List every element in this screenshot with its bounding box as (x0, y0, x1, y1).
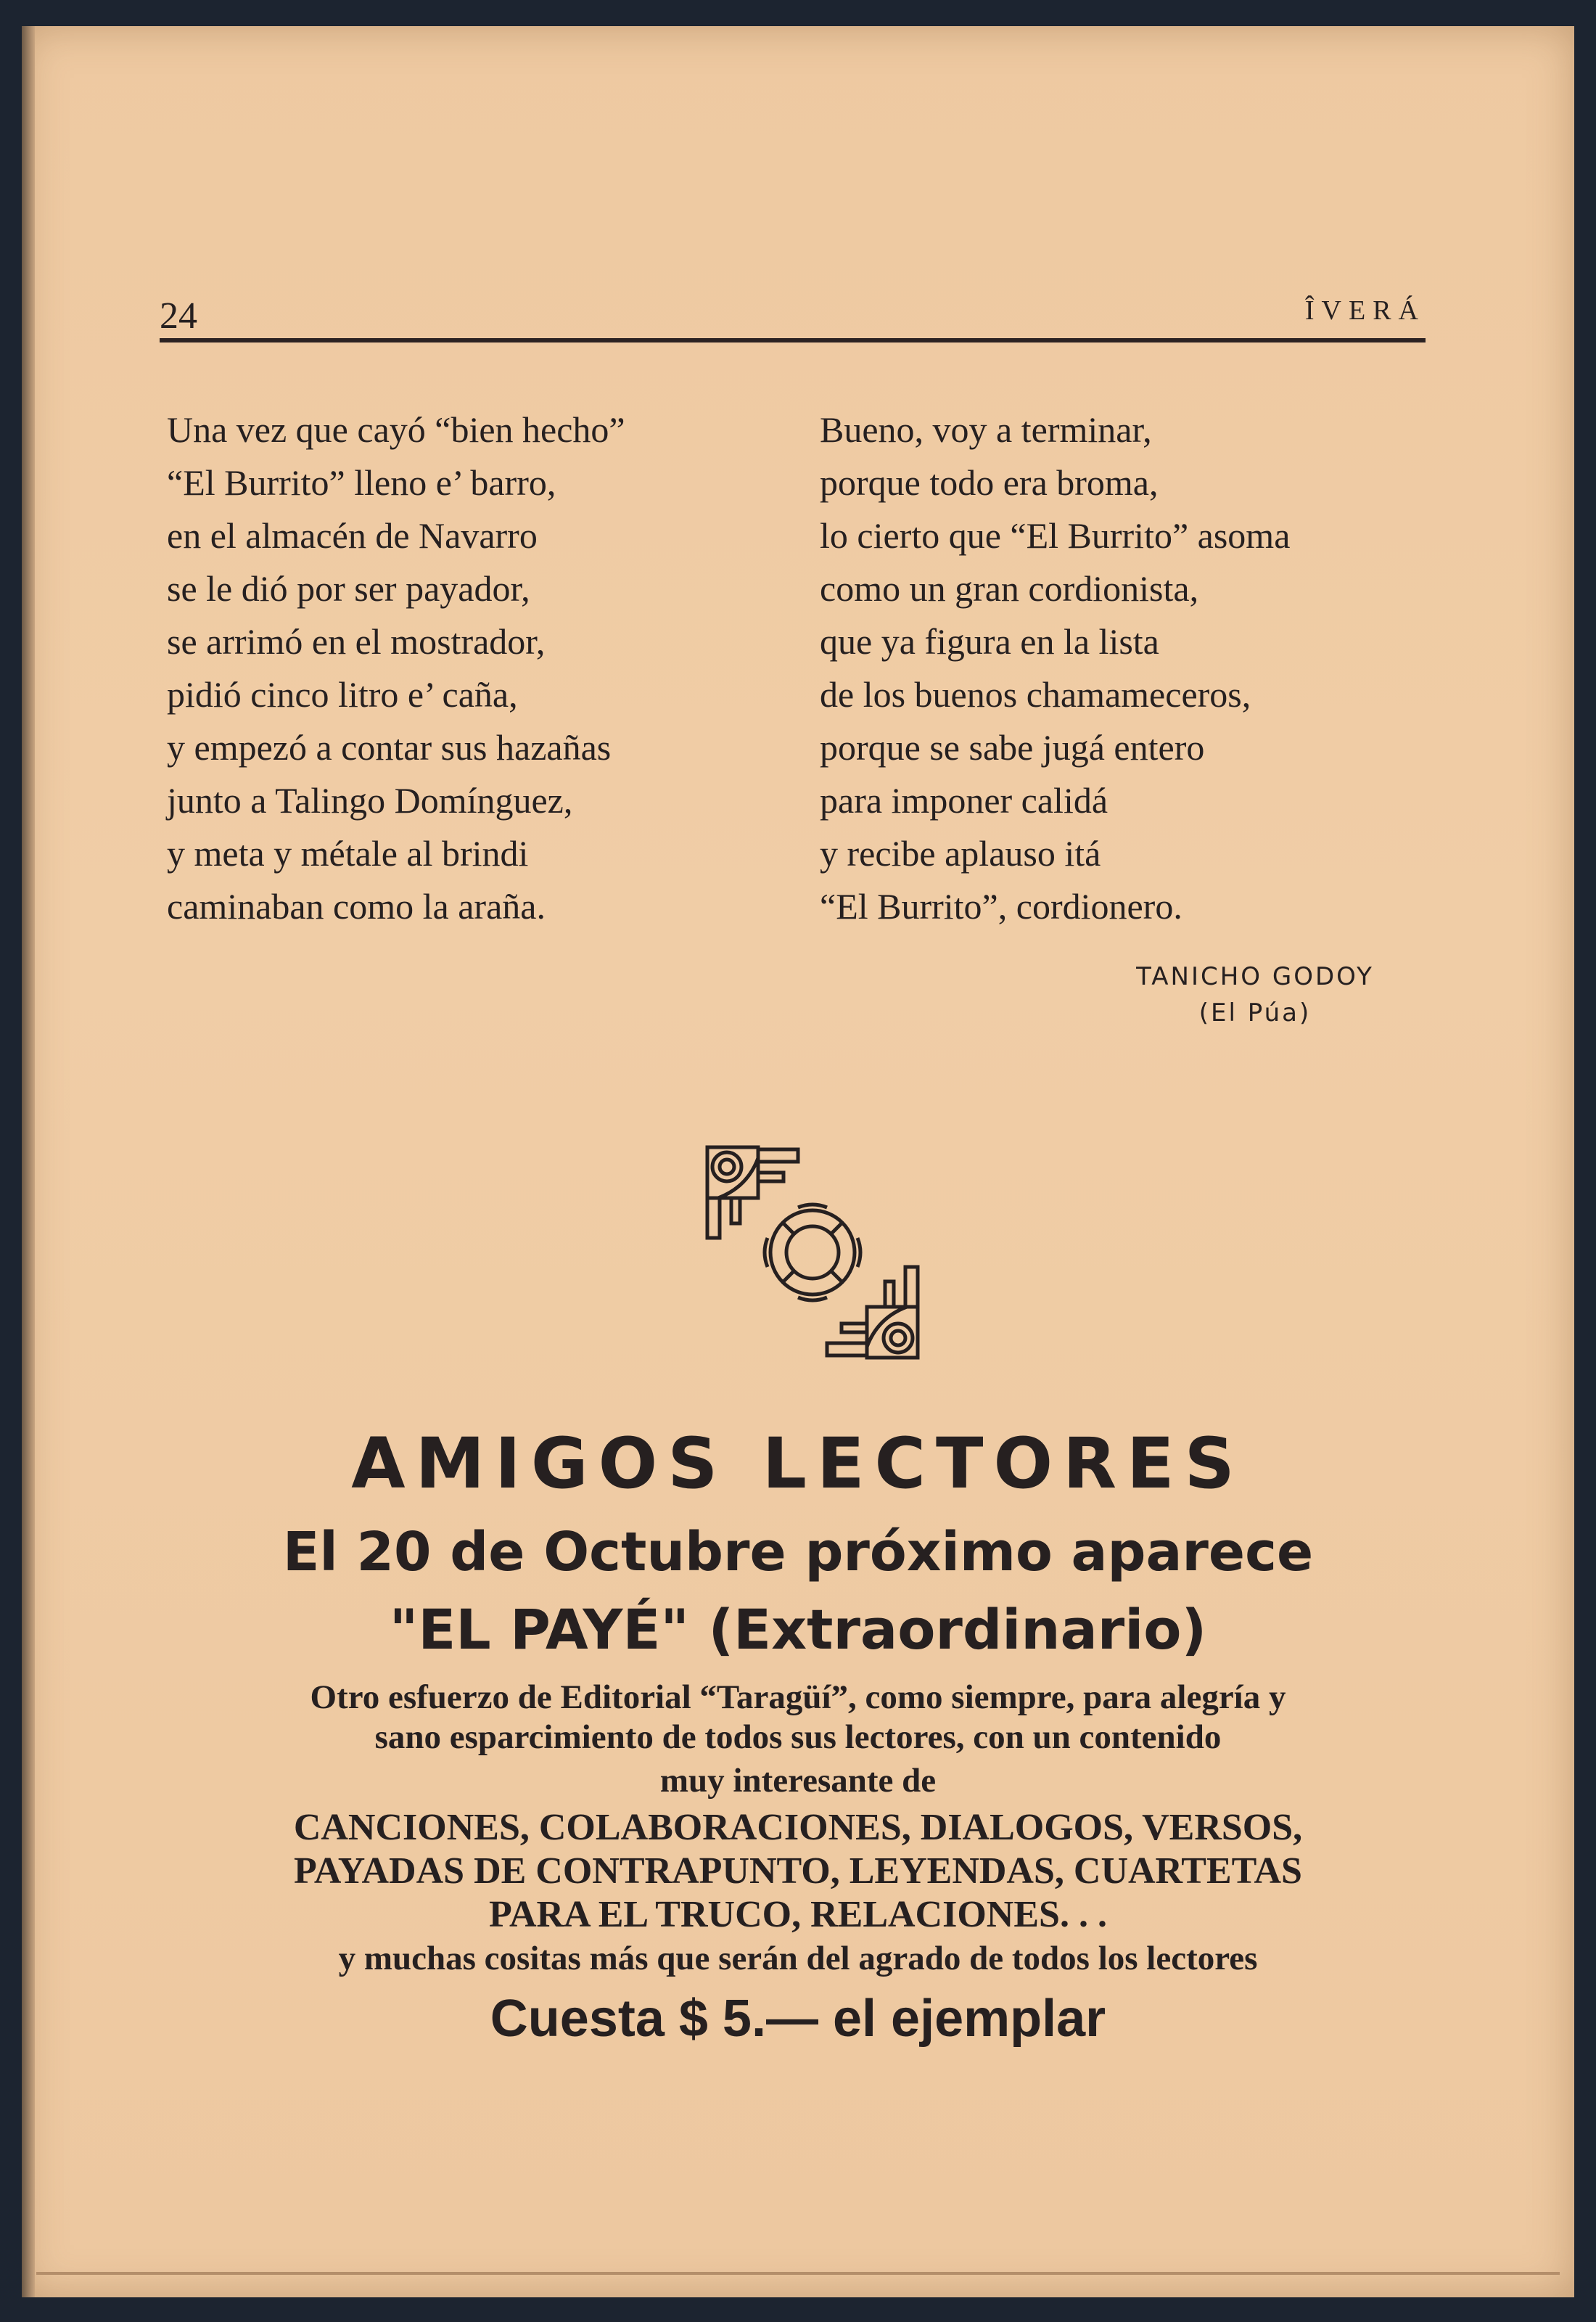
poem-right-stanza (820, 403, 1473, 933)
poem-line: junto a Talingo Domínguez, (167, 780, 573, 821)
ad-body-line: PAYADAS DE CONTRAPUNTO, LEYENDAS, CUARTETAS (294, 1850, 1302, 1892)
ad-body-line: CANCIONES, COLABORACIONES, DIALOGOS, VERSOS, (293, 1807, 1303, 1848)
poem-line: caminaban como la araña. (167, 886, 546, 927)
poem-line: se arrimó en el mostrador, (167, 621, 546, 662)
poem-line: se le dió por ser payador, (167, 568, 530, 609)
poem-line: y recibe aplauso itá (820, 833, 1101, 874)
poem-line: en el almacén de Navarro (167, 515, 538, 556)
ad-body-line: PARA EL TRUCO, RELACIONES. . . (489, 1894, 1107, 1935)
author-pseudonym: (El Púa) (1198, 998, 1312, 1027)
ad-price: Cuesta $ 5.— el ejemplar (490, 1990, 1106, 2048)
poem-line: y empezó a contar sus hazañas (167, 727, 612, 768)
header-rule (160, 338, 1426, 342)
ad-announcement: El 20 de Octubre próximo aparece (282, 1521, 1314, 1583)
ad-body-line: muy interesante de (659, 1762, 937, 1800)
ad-body-line: y muchas cositas más que serán del agrado de todos los lectores (338, 1940, 1258, 1977)
poem-line: que ya figura en la lista (820, 621, 1159, 662)
poem-line: lo cierto que “El Burrito” asoma (820, 515, 1291, 556)
ad-publication-title: "EL PAYÉ" (Extraordinario) (389, 1597, 1207, 1662)
ad-body-line: sano esparcimiento de todos sus lectores, con un contenido (374, 1718, 1222, 1756)
poem-signature (1095, 959, 1415, 1031)
decorative-ornament-icon (696, 1136, 929, 1369)
poem-line: “El Burrito”, cordionero. (820, 886, 1182, 927)
ad-heading: AMIGOS LECTORES (351, 1423, 1245, 1504)
poem-line: “El Burrito” lleno e’ barro, (167, 462, 556, 503)
book-page (22, 26, 1574, 2297)
poem-line: porque se sabe jugá entero (820, 727, 1205, 768)
running-title: ÎVERÁ (1304, 295, 1426, 326)
poem-line: de los buenos chamameceros, (820, 674, 1251, 715)
poem-left-stanza (167, 403, 791, 933)
poem-line: Una vez que cayó “bien hecho” (167, 409, 625, 450)
author-name: TANICHO GODOY (1136, 962, 1374, 991)
page-number: 24 (160, 295, 197, 337)
page-bottom-edge (36, 2272, 1560, 2275)
ad-body-line: Otro esfuerzo de Editorial “Taragüí”, como siempre, para alegría y (310, 1678, 1286, 1716)
poem-line: para imponer calidá (820, 780, 1108, 821)
poem-line: como un gran cordionista, (820, 568, 1199, 609)
poem-line: y meta y métale al brindi (167, 833, 529, 874)
page-header (138, 266, 1426, 337)
poem-line: Bueno, voy a terminar, (820, 409, 1152, 450)
poem-line: pidió cinco litro e’ caña, (167, 674, 518, 715)
poem-line: porque todo era broma, (820, 462, 1159, 503)
